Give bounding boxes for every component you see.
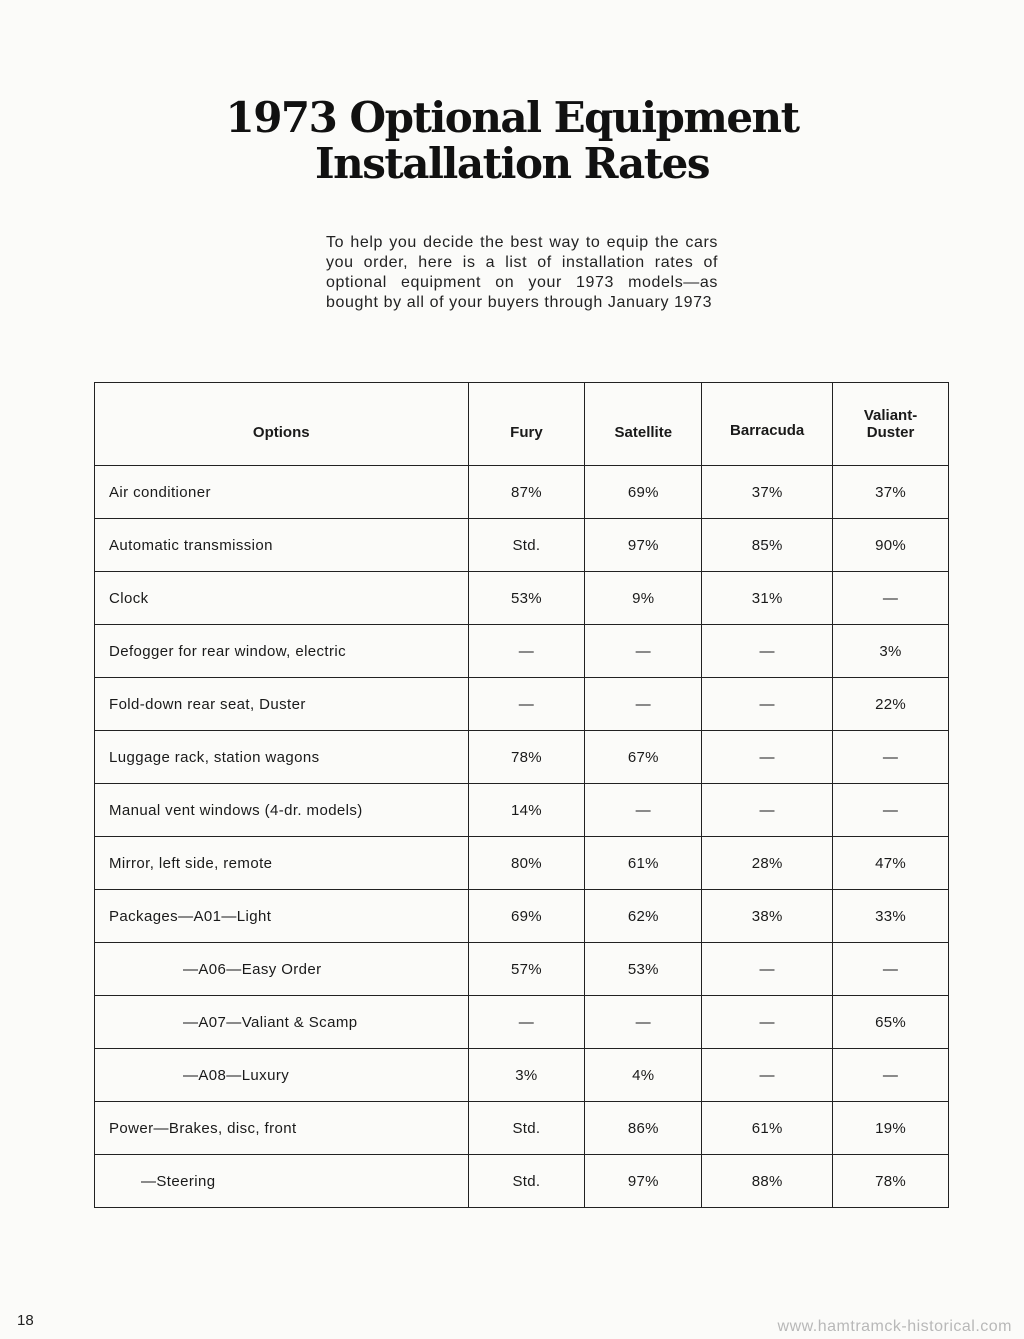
installation-rates-table	[94, 382, 949, 1208]
option-cell: —A06—Easy Order	[95, 943, 469, 996]
rate-cell-barracuda: —	[702, 678, 833, 731]
rate-cell-satellite: 53%	[585, 943, 702, 996]
title-line-1: 1973 Optional Equipment	[225, 93, 799, 142]
rate-cell-satellite: 9%	[585, 572, 702, 625]
rate-cell-fury: 69%	[468, 890, 585, 943]
rate-cell-fury: Std.	[468, 519, 585, 572]
header-barracuda: Barracuda	[702, 383, 833, 466]
rate-cell-valiant-duster: 47%	[833, 837, 949, 890]
rate-cell-fury: 78%	[468, 731, 585, 784]
table-row	[95, 784, 949, 837]
rate-cell-fury: 57%	[468, 943, 585, 996]
table-row	[95, 731, 949, 784]
table-row	[95, 943, 949, 996]
rate-cell-valiant-duster: —	[833, 731, 949, 784]
rate-cell-fury: 80%	[468, 837, 585, 890]
rate-cell-satellite: —	[585, 996, 702, 1049]
rate-cell-fury: 53%	[468, 572, 585, 625]
table-row	[95, 678, 949, 731]
rate-cell-barracuda: 31%	[702, 572, 833, 625]
rate-cell-satellite: 61%	[585, 837, 702, 890]
option-cell: Luggage rack, station wagons	[95, 731, 469, 784]
header-options: Options	[95, 383, 469, 466]
rate-cell-fury: —	[468, 678, 585, 731]
table-row	[95, 466, 949, 519]
table-row	[95, 890, 949, 943]
rate-cell-fury: 14%	[468, 784, 585, 837]
option-cell: Packages—A01—Light	[95, 890, 469, 943]
rate-cell-fury: —	[468, 625, 585, 678]
rate-cell-satellite: —	[585, 784, 702, 837]
rate-cell-valiant-duster: —	[833, 943, 949, 996]
option-cell: Defogger for rear window, electric	[95, 625, 469, 678]
rate-cell-barracuda: 85%	[702, 519, 833, 572]
rate-cell-satellite: —	[585, 678, 702, 731]
rate-cell-satellite: 4%	[585, 1049, 702, 1102]
table-row	[95, 1102, 949, 1155]
option-cell: Air conditioner	[95, 466, 469, 519]
rate-cell-barracuda: 28%	[702, 837, 833, 890]
table-row	[95, 1049, 949, 1102]
table-row	[95, 519, 949, 572]
rate-cell-valiant-duster: —	[833, 784, 949, 837]
rate-cell-barracuda: 88%	[702, 1155, 833, 1208]
option-cell: —Steering	[95, 1155, 469, 1208]
table-header-row	[95, 383, 949, 466]
title-line-2: Installation Rates	[315, 139, 709, 188]
rate-cell-valiant-duster: —	[833, 572, 949, 625]
page-number: 18	[17, 1312, 34, 1329]
intro-paragraph: To help you decide the best way to equip the cars you order, here is a list of installation rates of optional equipment on your 1973 models—as bought by all of your buyers through January 1973	[326, 234, 718, 311]
option-cell: —A07—Valiant & Scamp	[95, 996, 469, 1049]
rate-cell-satellite: 67%	[585, 731, 702, 784]
option-cell: Manual vent windows (4-dr. models)	[95, 784, 469, 837]
watermark: www.hamtramck-historical.com	[777, 1318, 1012, 1335]
rate-cell-barracuda: 61%	[702, 1102, 833, 1155]
rate-cell-fury: 3%	[468, 1049, 585, 1102]
rate-cell-satellite: 97%	[585, 1155, 702, 1208]
rate-cell-satellite: 97%	[585, 519, 702, 572]
rate-cell-valiant-duster: 22%	[833, 678, 949, 731]
table-row	[95, 572, 949, 625]
rate-cell-valiant-duster: 19%	[833, 1102, 949, 1155]
rate-cell-valiant-duster: 37%	[833, 466, 949, 519]
rate-cell-barracuda: 38%	[702, 890, 833, 943]
rate-cell-barracuda: —	[702, 731, 833, 784]
rate-cell-satellite: 86%	[585, 1102, 702, 1155]
rate-cell-satellite: 62%	[585, 890, 702, 943]
option-cell: —A08—Luxury	[95, 1049, 469, 1102]
table-row	[95, 1155, 949, 1208]
header-valiant-duster: Valiant- Duster	[833, 383, 949, 466]
rate-cell-satellite: —	[585, 625, 702, 678]
rate-cell-fury: Std.	[468, 1102, 585, 1155]
rate-cell-barracuda: —	[702, 1049, 833, 1102]
table-row	[95, 837, 949, 890]
rate-cell-valiant-duster: 90%	[833, 519, 949, 572]
table-row	[95, 625, 949, 678]
option-cell: Mirror, left side, remote	[95, 837, 469, 890]
option-cell: Fold-down rear seat, Duster	[95, 678, 469, 731]
rate-cell-barracuda: —	[702, 625, 833, 678]
rate-cell-fury: 87%	[468, 466, 585, 519]
rate-cell-fury: Std.	[468, 1155, 585, 1208]
rate-cell-valiant-duster: 78%	[833, 1155, 949, 1208]
rate-cell-barracuda: —	[702, 996, 833, 1049]
rate-cell-valiant-duster: 33%	[833, 890, 949, 943]
rate-cell-valiant-duster: —	[833, 1049, 949, 1102]
rate-cell-satellite: 69%	[585, 466, 702, 519]
rate-cell-barracuda: —	[702, 784, 833, 837]
option-cell: Clock	[95, 572, 469, 625]
header-fury: Fury	[468, 383, 585, 466]
rate-cell-valiant-duster: 65%	[833, 996, 949, 1049]
header-satellite: Satellite	[585, 383, 702, 466]
rate-cell-fury: —	[468, 996, 585, 1049]
rate-cell-barracuda: 37%	[702, 466, 833, 519]
table-row	[95, 996, 949, 1049]
rate-cell-valiant-duster: 3%	[833, 625, 949, 678]
option-cell: Power—Brakes, disc, front	[95, 1102, 469, 1155]
page-title	[0, 95, 1024, 187]
rate-cell-barracuda: —	[702, 943, 833, 996]
option-cell: Automatic transmission	[95, 519, 469, 572]
